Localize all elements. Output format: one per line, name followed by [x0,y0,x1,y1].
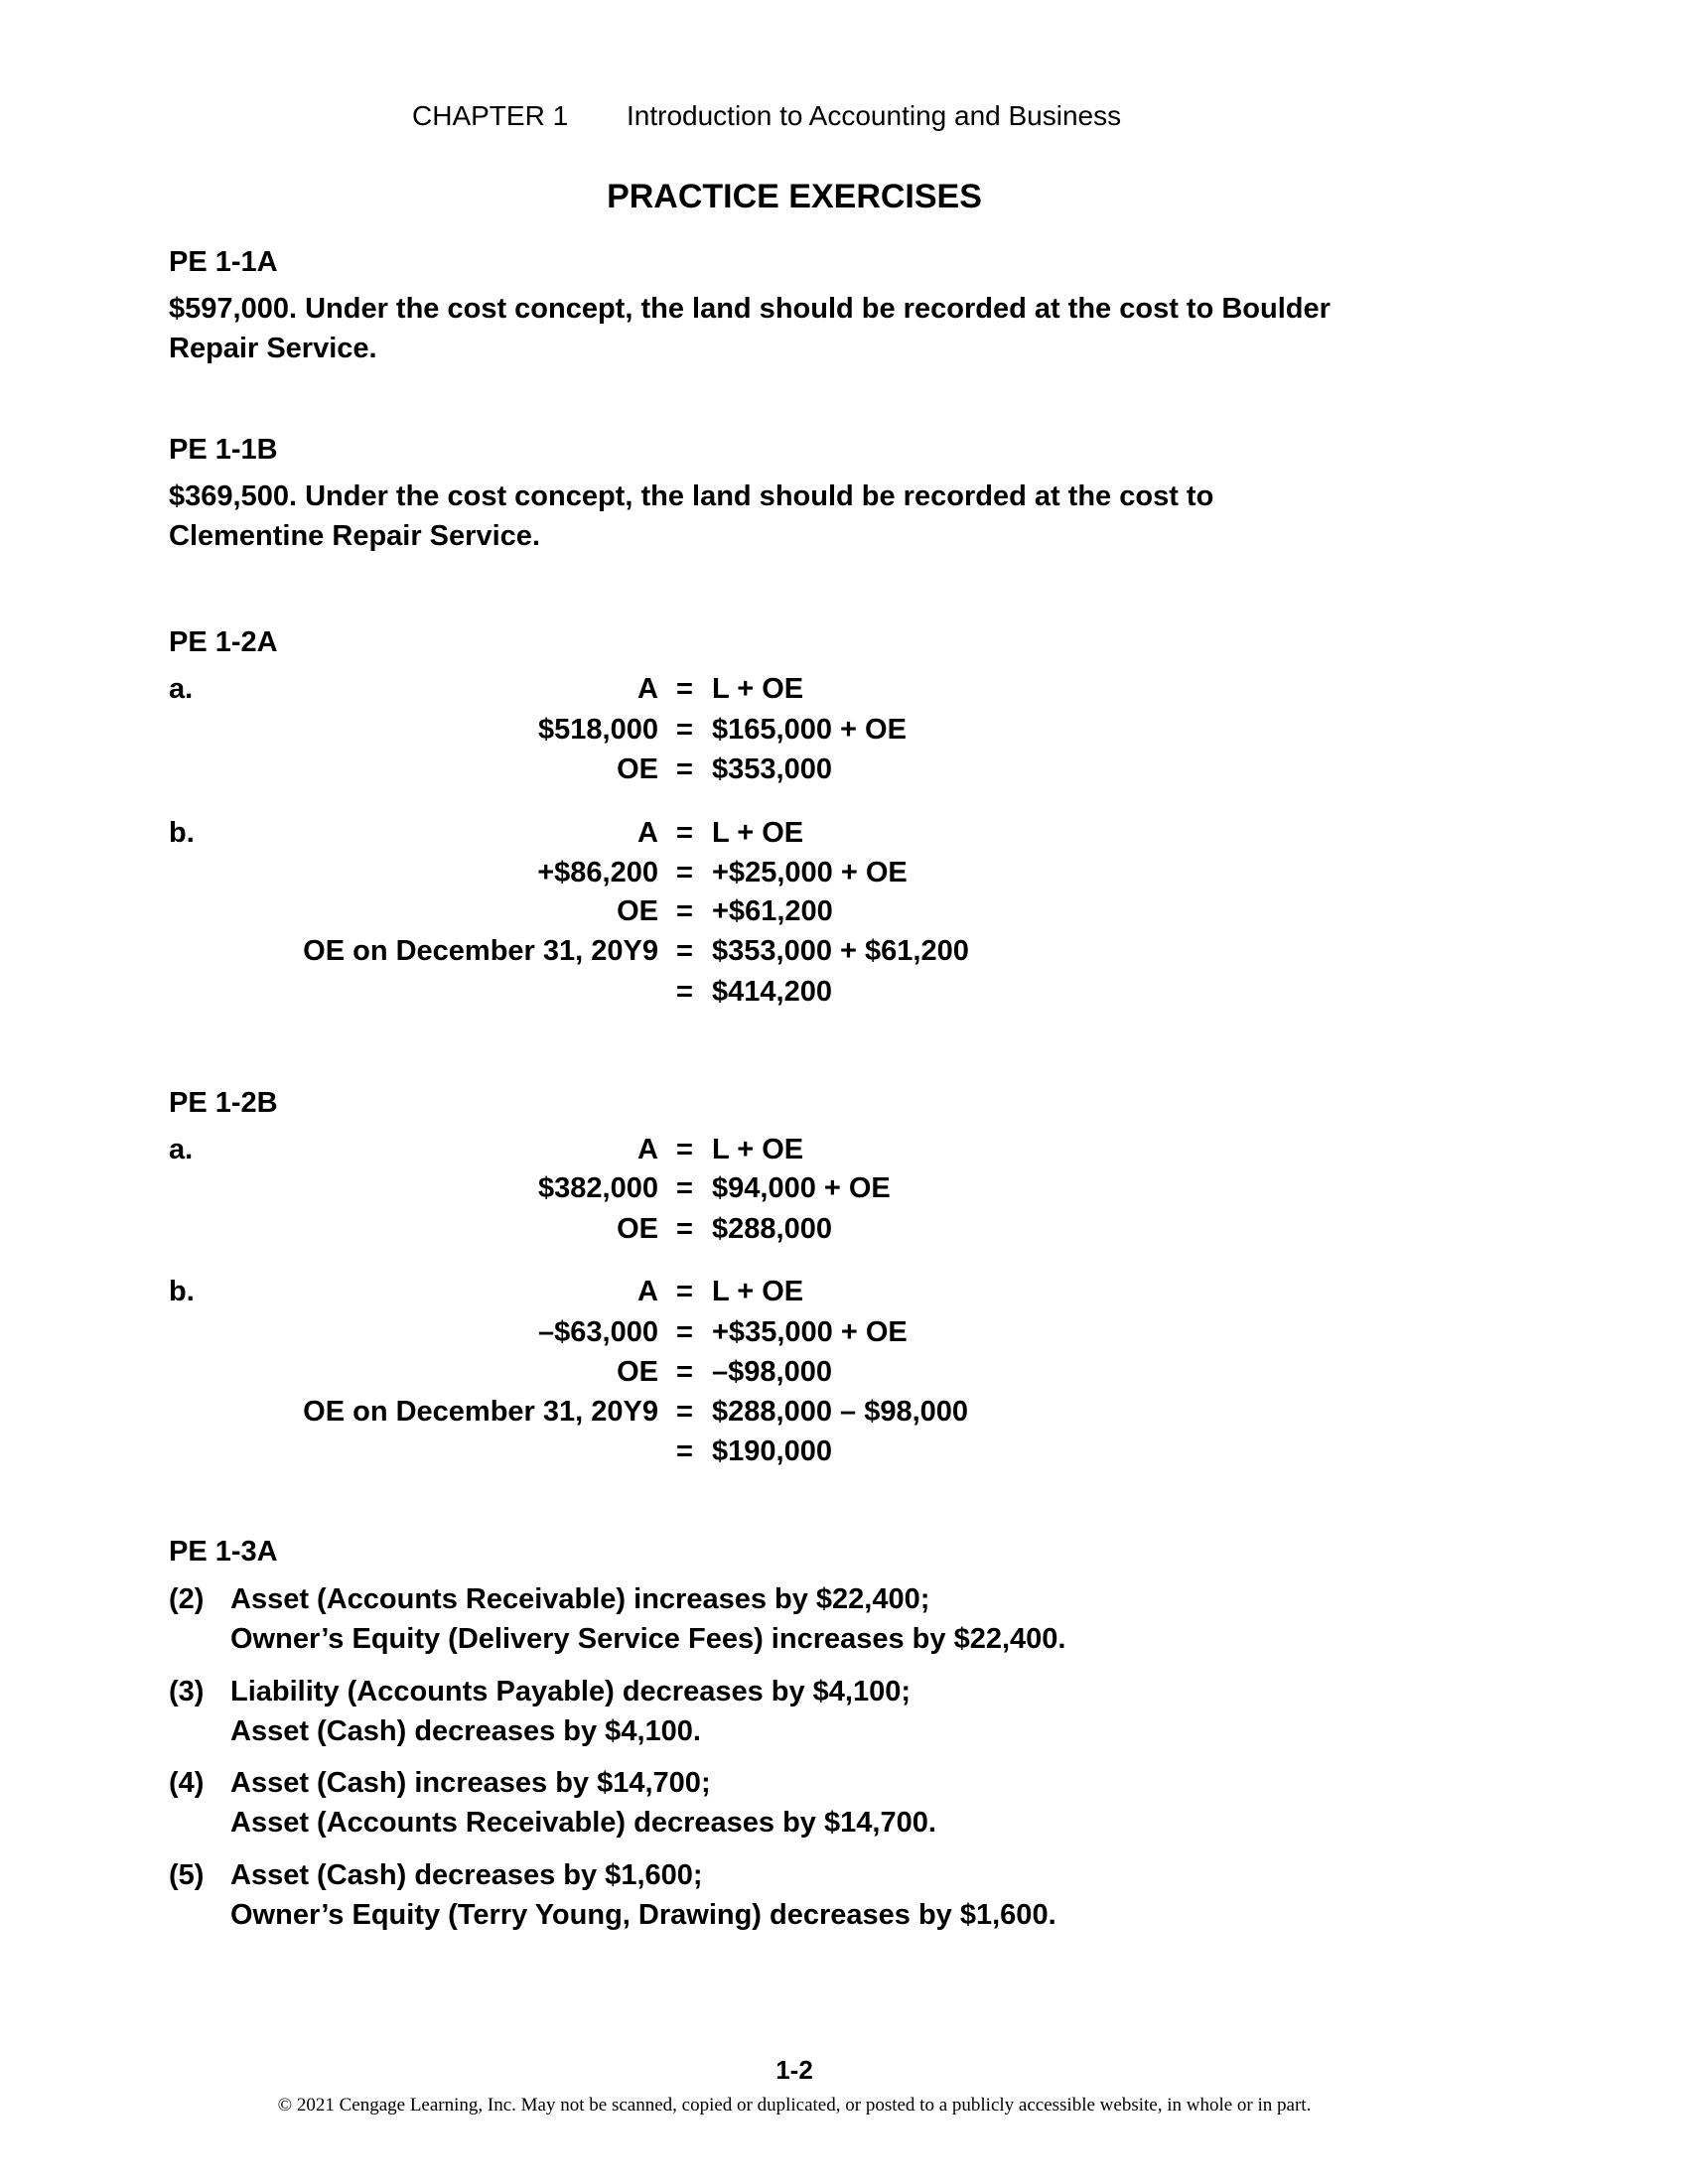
equation-rhs: $353,000 + $61,200 [712,935,969,967]
item-text: Asset (Cash) decreases by $4,100. [230,1715,701,1747]
copyright-notice: © 2021 Cengage Learning, Inc. May not be scanned, copied or duplicated, or posted to a publicly accessible website, in whole or in part. [277,2095,1312,2116]
item-number: (4) [169,1767,205,1799]
equation-rhs: $190,000 [712,1435,832,1467]
item-number: (3) [169,1676,205,1707]
equation-rhs: L + OE [712,817,804,849]
pe-1-3a-heading: PE 1-3A [169,1536,278,1568]
equation-eq: = [676,1396,693,1428]
equation-row [0,1211,1688,1247]
equation-rhs: L + OE [712,673,804,705]
pe-1-1b-text: $369,500. Under the cost concept, the land should be recorded at the cost to [169,480,1214,512]
equation-eq: = [676,895,693,927]
equation-row [0,1132,1688,1167]
pe-1-1b-text: Clementine Repair Service. [169,520,540,552]
equation-row [0,1354,1688,1390]
equation-eq: = [676,1213,693,1245]
item-text: Owner’s Equity (Delivery Service Fees) increases by $22,400. [230,1623,1066,1655]
pe-1-1a-heading: PE 1-1A [169,246,278,278]
item-number: (5) [169,1859,205,1891]
equation-rhs: +$25,000 + OE [712,857,908,888]
part-label: a. [169,1134,194,1165]
pe-1-2b-heading: PE 1-2B [169,1087,278,1119]
item-number: (2) [169,1583,205,1615]
equation-eq: = [676,673,693,705]
equation-lhs: A [637,817,658,849]
equation-eq: = [676,857,693,888]
chapter-label: CHAPTER 1 [412,100,569,131]
item-text: Liability (Accounts Payable) decreases by $4,100; [230,1676,912,1707]
equation-lhs: OE on December 31, 20Y9 [303,1396,658,1428]
part-label: a. [169,673,194,705]
equation-rhs: $353,000 [712,753,832,785]
equation-row [0,974,1688,1010]
equation-eq: = [676,1356,693,1388]
equation-row [0,1170,1688,1206]
page-number: 1-2 [775,2055,813,2085]
equation-rhs: L + OE [712,1134,804,1165]
equation-row [0,1274,1688,1309]
equation-eq: = [676,817,693,849]
part-label: b. [169,817,195,849]
item-text: Asset (Accounts Receivable) decreases by $14,700. [230,1807,936,1839]
equation-lhs: $518,000 [538,714,658,746]
equation-eq: = [676,976,693,1008]
equation-eq: = [676,714,693,746]
equation-row [0,1314,1688,1350]
equation-lhs: $382,000 [538,1172,658,1204]
equation-eq: = [676,1276,693,1307]
equation-lhs: OE [617,1356,658,1388]
equation-rhs: $165,000 + OE [712,714,907,746]
equation-rhs: $414,200 [712,976,832,1008]
equation-row [0,855,1688,890]
pe-1-1a-text: Repair Service. [169,333,377,364]
item-text: Asset (Cash) decreases by $1,600; [230,1859,703,1891]
equation-rhs: $288,000 [712,1213,832,1245]
equation-eq: = [676,935,693,967]
equation-rhs: L + OE [712,1276,804,1307]
equation-eq: = [676,1316,693,1348]
equation-row [0,671,1688,707]
equation-lhs: OE [617,753,658,785]
item-text: Asset (Accounts Receivable) increases by $22,400; [230,1583,930,1615]
equation-lhs: –$63,000 [538,1316,658,1348]
equation-row [0,893,1688,929]
equation-row [0,1433,1688,1469]
pe-1-2a-heading: PE 1-2A [169,626,278,658]
pe-1-1b-heading: PE 1-1B [169,434,278,466]
equation-eq: = [676,1172,693,1204]
chapter-title: Introduction to Accounting and Business [627,100,1122,131]
equation-row [0,751,1688,787]
equation-eq: = [676,1134,693,1165]
part-label: b. [169,1276,195,1307]
pe-1-1a-text: $597,000. Under the cost concept, the land should be recorded at the cost to Boulder [169,293,1331,325]
equation-lhs: A [637,673,658,705]
equation-lhs: A [637,1134,658,1165]
equation-eq: = [676,753,693,785]
page-title: PRACTICE EXERCISES [607,178,982,215]
equation-lhs: OE [617,895,658,927]
item-text: Owner’s Equity (Terry Young, Drawing) decreases by $1,600. [230,1899,1056,1931]
equation-rhs: $94,000 + OE [712,1172,891,1204]
equation-row [0,712,1688,748]
equation-lhs: A [637,1276,658,1307]
equation-row [0,933,1688,969]
item-text: Asset (Cash) increases by $14,700; [230,1767,711,1799]
equation-eq: = [676,1435,693,1467]
equation-row [0,1394,1688,1430]
equation-row [0,815,1688,851]
equation-lhs: +$86,200 [537,857,658,888]
equation-rhs: –$98,000 [712,1356,832,1388]
equation-rhs: $288,000 – $98,000 [712,1396,969,1428]
equation-lhs: OE [617,1213,658,1245]
equation-lhs: OE on December 31, 20Y9 [303,935,658,967]
equation-rhs: +$61,200 [712,895,833,927]
equation-rhs: +$35,000 + OE [712,1316,908,1348]
